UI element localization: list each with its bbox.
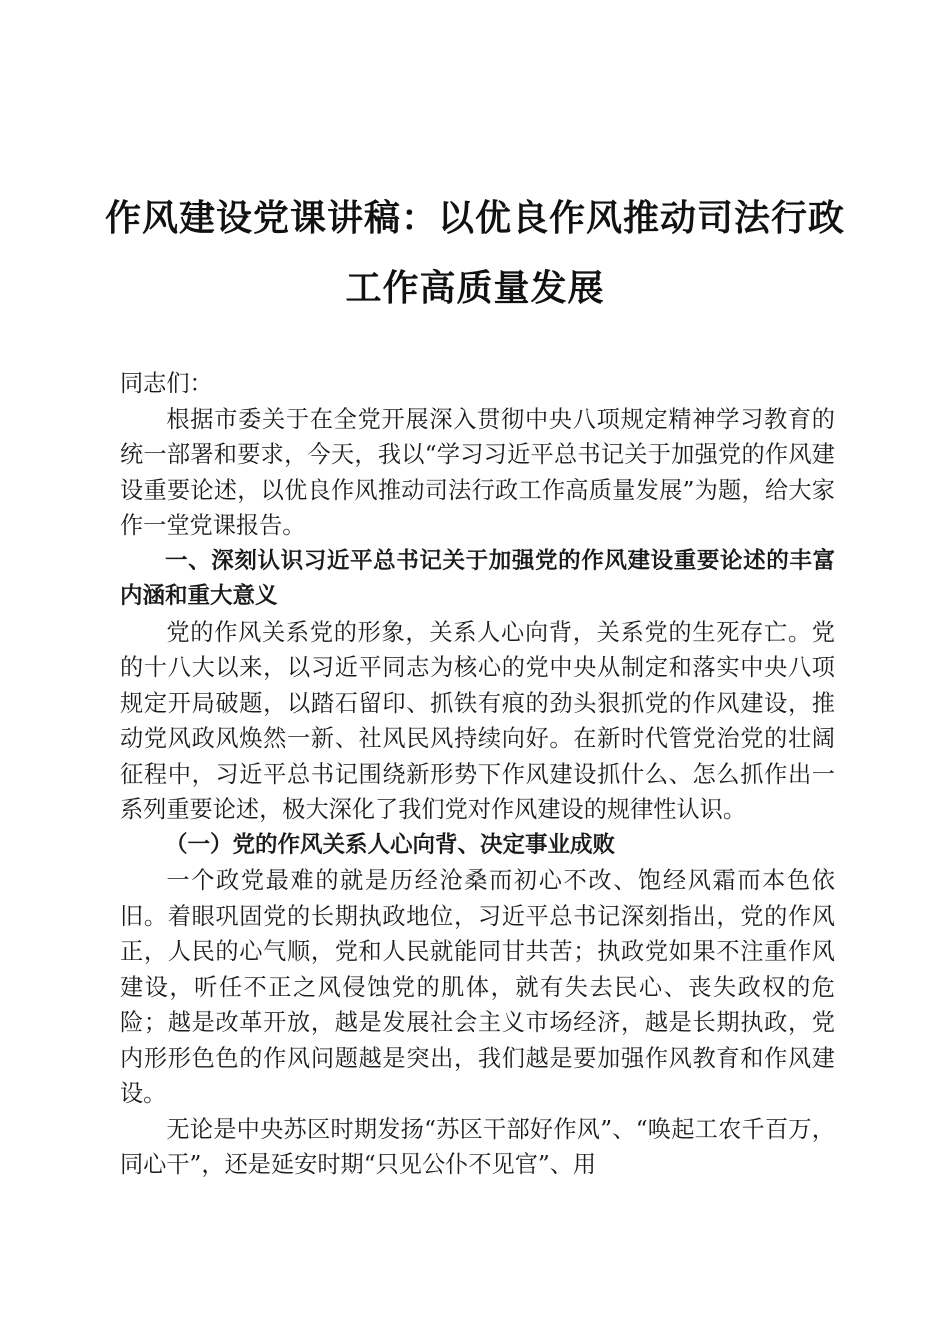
document-title-line-2: 工作高质量发展: [345, 267, 605, 309]
document-body: [120, 366, 835, 1183]
intro-paragraph: 根据市委关于在全党开展深入贯彻中央八项规定精神学习教育的统一部署和要求，今天，我以“学习习近平总书记关于加强党的作风建设重要论述，以优良作风推动司法行政工作高质量发展”为题，给大家作一堂党课报告。: [120, 405, 835, 539]
body-paragraph: 党的作风关系党的形象，关系人心向背，关系党的生死存亡。党的十八大以来，以习近平同志为核心的党中央从制定和落实中央八项规定开局破题，以踏石留印、抓铁有痕的劲头狠抓党的作风建设，推动党风政风焕然一新、社风民风持续向好。在新时代管党治党的壮阔征程中，习近平总书记围绕新形势下作风建设抓什么、怎么抓作出一系列重要论述，极大深化了我们党对作风建设的规律性认识。: [120, 618, 835, 823]
body-paragraph: 无论是中央苏区时期发扬“苏区干部好作风”、“唤起工农千百万，同心干”，还是延安时期“只见公仆不见官”、用: [120, 1115, 835, 1178]
document-title-line-1: 作风建设党课讲稿：以优良作风推动司法行政: [104, 197, 845, 239]
subsection-heading-1: （一）党的作风关系人心向背、决定事业成败: [165, 831, 616, 858]
salutation: 同志们：: [120, 370, 213, 397]
body-paragraph: 一个政党最难的就是历经沧桑而初心不改、饱经风霜而本色依旧。着眼巩固党的长期执政地位，习近平总书记深刻指出，党的作风正，人民的心气顺，党和人民就能同甘共苦；执政党如果不注重作风建设，听任不正之风侵蚀党的肌体，就有失去民心、丧失政权的危险；越是改革开放，越是发展社会主义市场经济，越是长期执政，党内形形色色的作风问题越是突出，我们越是要加强作风教育和作风建设。: [120, 867, 835, 1107]
section-heading-1: 一、深刻认识习近平总书记关于加强党的作风建设重要论述的丰富内涵和重大意义: [120, 547, 835, 609]
